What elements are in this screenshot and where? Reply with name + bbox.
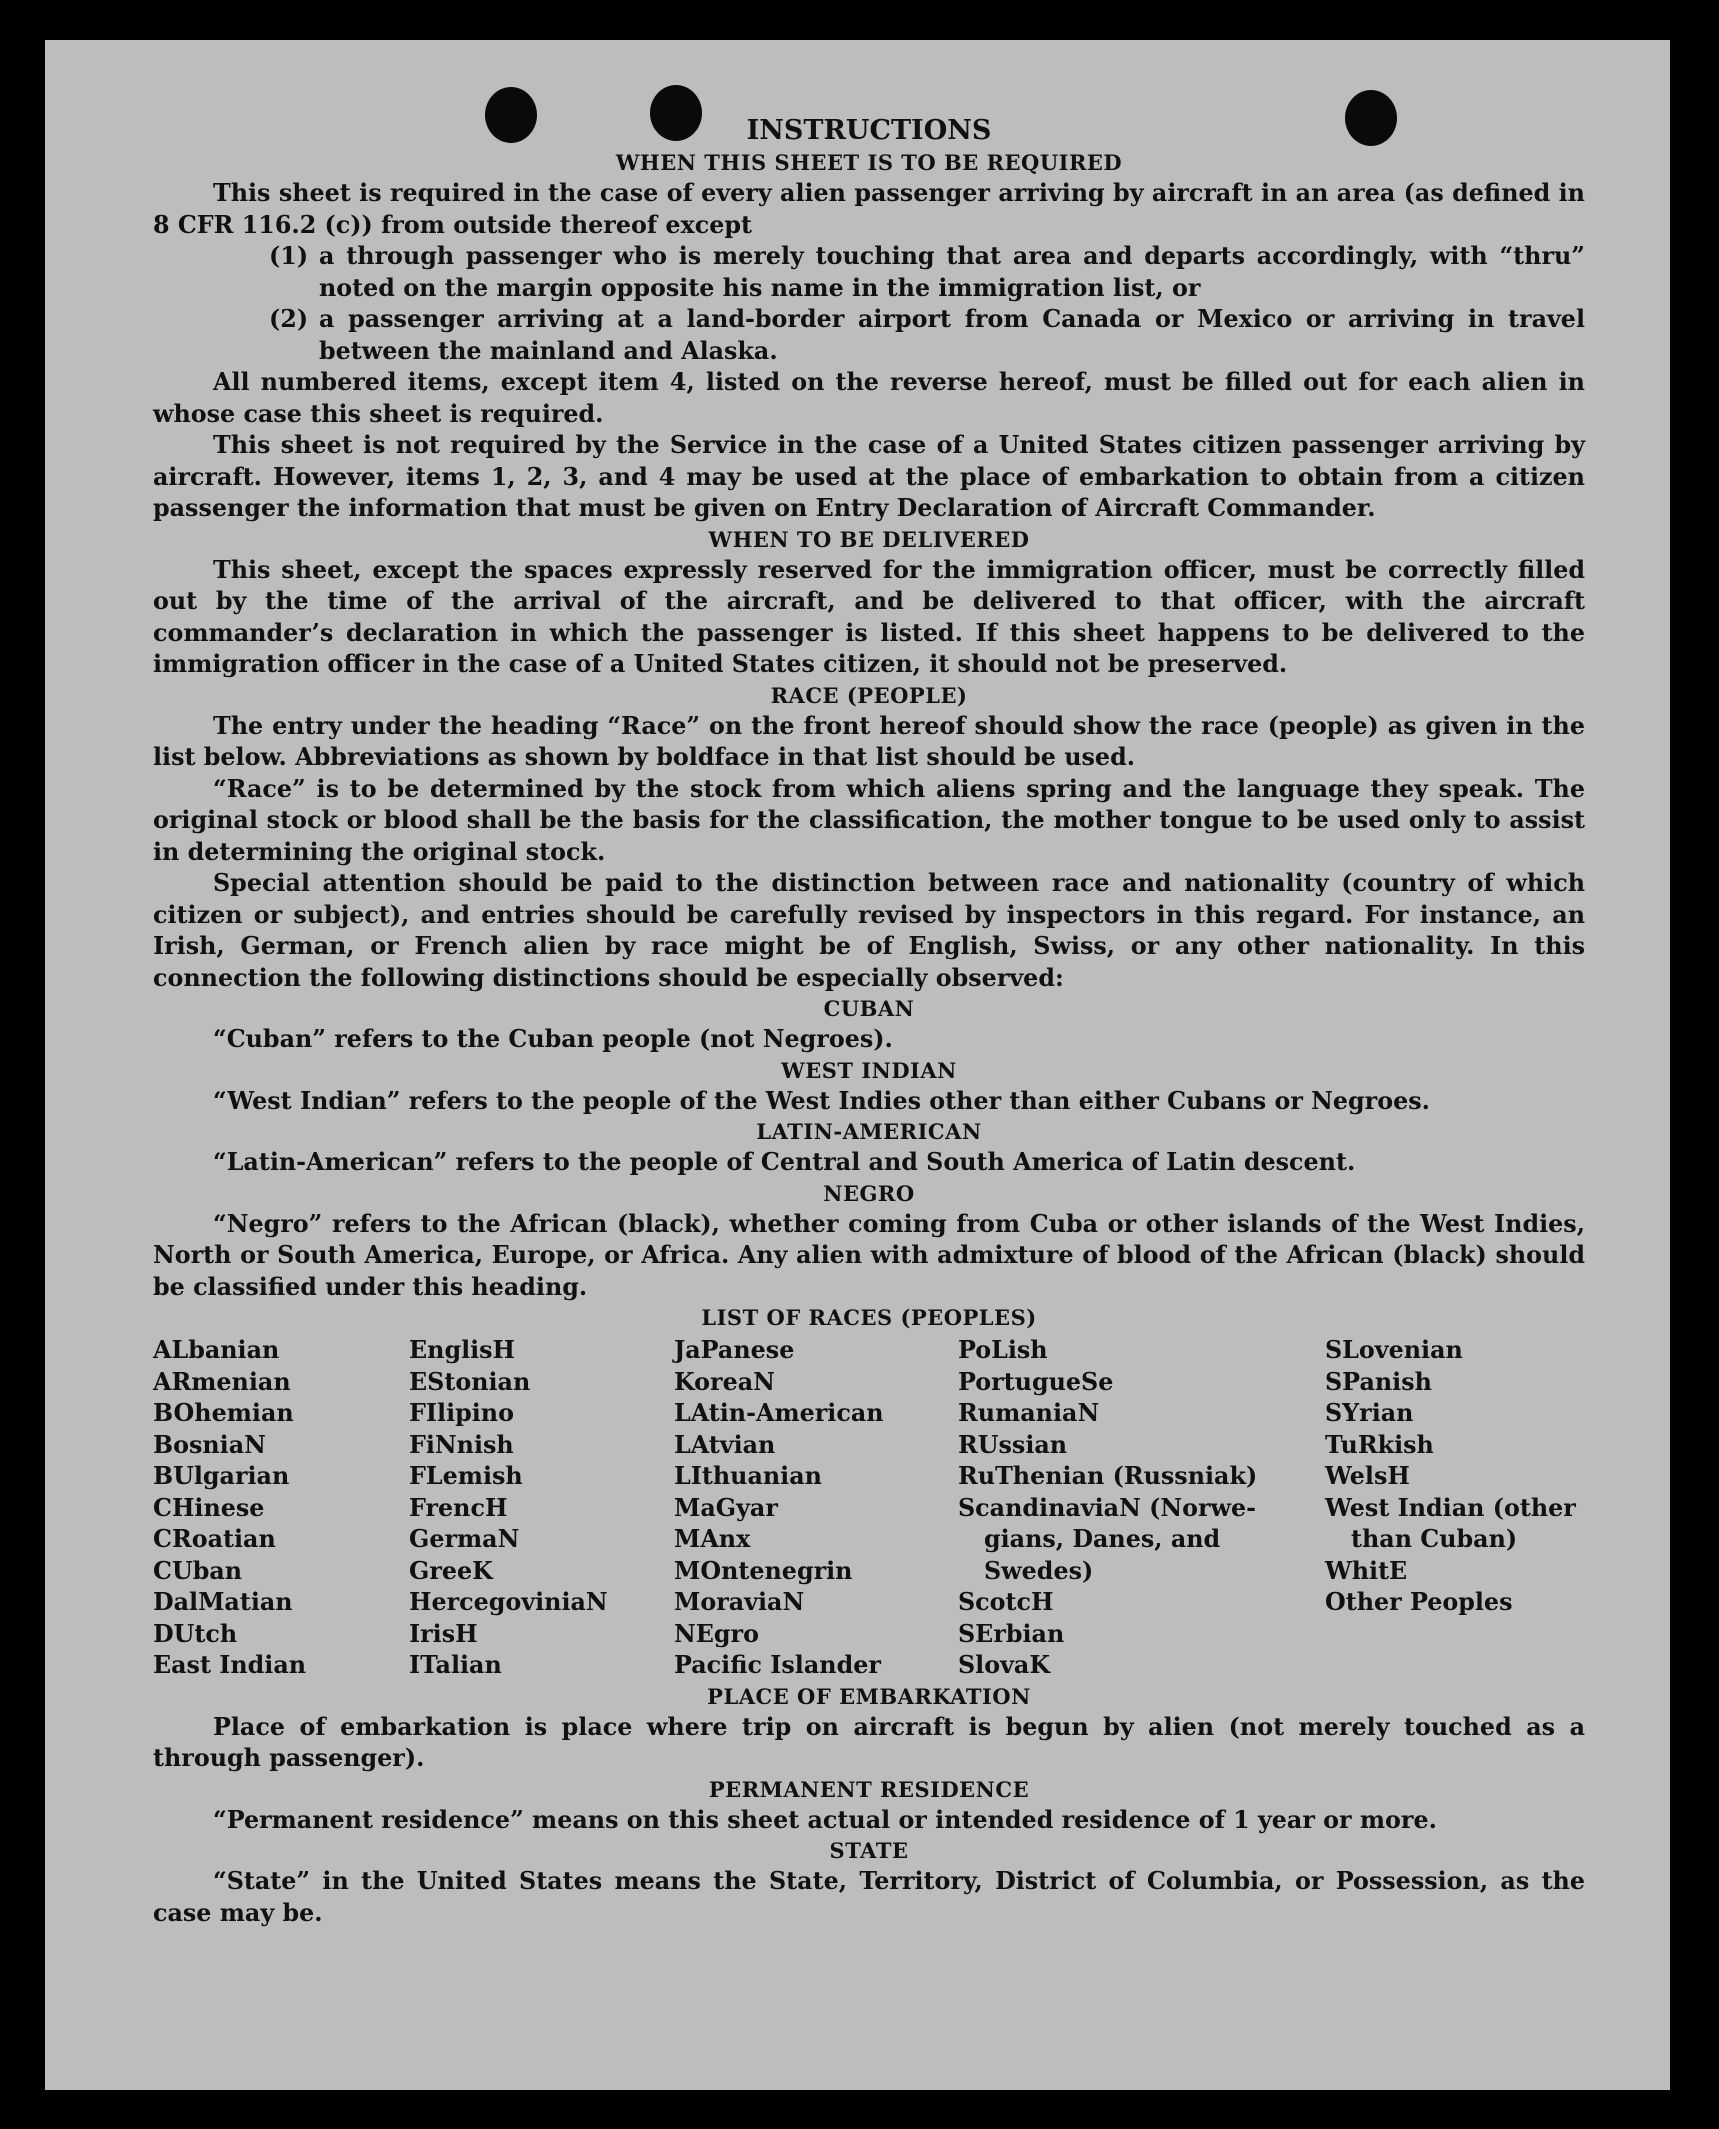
- race-entry: SlovaK: [958, 1651, 1051, 1679]
- section-heading-list-of-races: LIST OF RACES (PEOPLES): [701, 1305, 1037, 1330]
- paragraph: “Permanent residence” means on this sheet actual or intended residence of 1 year or more.: [213, 1805, 1437, 1834]
- paragraph: “West Indian” refers to the people of the West Indies other than either Cubans or Negroes.: [213, 1086, 1430, 1115]
- race-entry: GermaN: [409, 1525, 520, 1553]
- races-column-1: [153, 1335, 409, 1682]
- race-entry: CHinese: [153, 1493, 265, 1522]
- race-entry: SErbian: [958, 1619, 1065, 1648]
- paragraph: “Latin-American” refers to the people of Central and South America of Latin descent.: [213, 1148, 1356, 1176]
- paragraph: All numbered items, except item 4, listed on the reverse hereof, must be filled out for each alien in whose case this sheet is required.: [153, 368, 1585, 428]
- paragraph: Place of embarkation is place where trip on aircraft is begun by alien (not merely touched as a through passenger).: [153, 1712, 1585, 1772]
- item-number: (1): [269, 242, 309, 270]
- race-entry: ITalian: [409, 1651, 502, 1679]
- races-column-4: [958, 1335, 1325, 1682]
- race-entry: MOntenegrin: [674, 1556, 853, 1585]
- race-entry: Other Peoples: [1325, 1588, 1513, 1616]
- race-entry: ALbanian: [153, 1336, 280, 1364]
- item-number: (2): [269, 305, 309, 333]
- race-entry: CUban: [153, 1556, 243, 1585]
- race-entry: SPanish: [1325, 1367, 1432, 1396]
- race-entry: TuRkish: [1325, 1430, 1434, 1459]
- race-entry: RumaniaN: [958, 1399, 1100, 1427]
- race-entry: ARmenian: [153, 1367, 291, 1396]
- paragraph: “Cuban” refers to the Cuban people (not Negroes).: [213, 1025, 893, 1053]
- race-entry: FLemish: [409, 1462, 523, 1490]
- paragraph: This sheet is not required by the Service in the case of a United States citizen passenger arriving by aircraft. However, items 1, 2, 3, and 4 may be used at the place of embarkation to obtain from a citizen passenger the information that must be given on Entry Declaration of Aircraft Commander.: [153, 431, 1585, 522]
- race-entry: HercegoviniaN: [409, 1588, 608, 1616]
- race-entry: JaPanese: [674, 1336, 795, 1364]
- race-entry: WelsH: [1325, 1462, 1410, 1490]
- race-entry: MoraviaN: [674, 1588, 805, 1616]
- paragraph: The entry under the heading “Race” on the front hereof should show the race (people) as given in the list below. Abbreviations as shown by boldface in that list should be used.: [153, 711, 1585, 771]
- section-heading-when-delivered: WHEN TO BE DELIVERED: [708, 526, 1030, 552]
- race-entry: DUtch: [153, 1619, 238, 1648]
- race-entry: LAtin-American: [674, 1399, 884, 1427]
- race-entry: RuThenian (Russniak): [958, 1462, 1258, 1490]
- list-item: [153, 304, 1585, 367]
- race-entry: LIthuanian: [674, 1462, 822, 1490]
- section-heading-place-of-embarkation: PLACE OF EMBARKATION: [707, 1683, 1031, 1709]
- races-table: [153, 1335, 1585, 1682]
- race-entry: DalMatian: [153, 1588, 293, 1616]
- race-entry: West Indian (other: [1325, 1493, 1576, 1522]
- race-entry: MaGyar: [674, 1493, 778, 1522]
- race-entry: BosniaN: [153, 1430, 266, 1459]
- race-entry: Pacific Islander: [674, 1651, 881, 1679]
- races-column-3: [674, 1335, 958, 1682]
- race-entry: EStonian: [409, 1367, 531, 1396]
- paragraph: Special attention should be paid to the distinction between race and nationality (country of which citizen or subject), and entries should be carefully revised by inspectors in this regard. For instance, an Irish, German, or French alien by race might be of English, Swiss, or any other nationality. In this connection the following distinctions should be especially observed:: [153, 869, 1585, 992]
- race-entry: FIlipino: [409, 1399, 514, 1427]
- race-entry: GreeK: [409, 1556, 493, 1585]
- list-item: [153, 241, 1585, 304]
- race-entry: PortugueSe: [958, 1367, 1114, 1396]
- race-entry: RUssian: [958, 1430, 1068, 1459]
- race-entry: PoLish: [958, 1336, 1048, 1364]
- race-entry: SYrian: [1325, 1399, 1414, 1427]
- section-heading-race: RACE (PEOPLE): [770, 682, 968, 708]
- race-entry: LAtvian: [674, 1430, 776, 1459]
- paragraph: This sheet, except the spaces expressly reserved for the immigration officer, must be correctly filled out by the time of the arrival of the aircraft, and be delivered to that officer, with the aircraft commander’s declaration in which the passenger is listed. If this sheet happens to be delivered to the immigration officer in the case of a United States citizen, it should not be preserved.: [153, 555, 1585, 678]
- paragraph: “Negro” refers to the African (black), whether coming from Cuba or other islands of the West Indies, North or South America, Europe, or Africa. Any alien with admixture of blood of the African (black) should be classified under this heading.: [153, 1209, 1585, 1301]
- race-entry: Swedes): [984, 1556, 1094, 1585]
- race-entry: SLovenian: [1325, 1336, 1463, 1364]
- race-entry: East Indian: [153, 1651, 307, 1679]
- page-title: INSTRUCTIONS: [746, 115, 992, 146]
- paragraph: This sheet is required in the case of every alien passenger arriving by aircraft in an area (as defined in 8 CFR 116.2 (c)) from outside thereof except: [153, 179, 1585, 239]
- race-entry: FrencH: [409, 1493, 508, 1522]
- race-entry: than Cuban): [1351, 1525, 1518, 1553]
- instructions-content: [153, 114, 1585, 1929]
- race-entry: FiNnish: [409, 1430, 514, 1459]
- race-entry: ScandinaviaN (Norwe-: [958, 1493, 1257, 1522]
- races-column-5: [1325, 1335, 1575, 1682]
- race-entry: NEgro: [674, 1619, 759, 1648]
- section-heading-permanent-residence: PERMANENT RESIDENCE: [708, 1776, 1030, 1802]
- section-heading-when-required: WHEN THIS SHEET IS TO BE REQUIRED: [615, 150, 1123, 175]
- item-text: a passenger arriving at a land-border airport from Canada or Mexico or arriving in travel between the mainland and Alaska.: [319, 305, 1585, 365]
- item-text: a through passenger who is merely touching that area and departs accordingly, with “thru” noted on the margin opposite his name in the immigration list, or: [319, 242, 1585, 302]
- section-heading-west-indian: WEST INDIAN: [781, 1057, 957, 1083]
- paragraph: “Race” is to be determined by the stock from which aliens spring and the language they speak. The original stock or blood shall be the basis for the classification, the mother tongue to be used only to assist in determining the original stock.: [153, 774, 1585, 866]
- race-entry: EnglisH: [409, 1336, 516, 1364]
- document-sheet: [45, 40, 1670, 2090]
- section-heading-latin-american: LATIN-AMERICAN: [756, 1119, 982, 1144]
- section-heading-state: STATE: [829, 1838, 909, 1863]
- race-entry: KoreaN: [674, 1367, 775, 1396]
- section-heading-cuban: CUBAN: [823, 996, 915, 1021]
- race-entry: BOhemian: [153, 1399, 294, 1427]
- race-entry: MAnx: [674, 1525, 751, 1553]
- race-entry: ScotcH: [958, 1588, 1054, 1616]
- race-entry: CRoatian: [153, 1525, 276, 1553]
- race-entry: BUlgarian: [153, 1462, 290, 1490]
- races-column-2: [409, 1335, 674, 1682]
- paragraph: “State” in the United States means the State, Territory, District of Columbia, or Possession, as the case may be.: [153, 1867, 1585, 1927]
- race-entry: IrisH: [409, 1619, 478, 1648]
- race-entry: gians, Danes, and: [984, 1525, 1221, 1553]
- race-entry: WhitE: [1325, 1556, 1408, 1585]
- section-heading-negro: NEGRO: [823, 1180, 915, 1206]
